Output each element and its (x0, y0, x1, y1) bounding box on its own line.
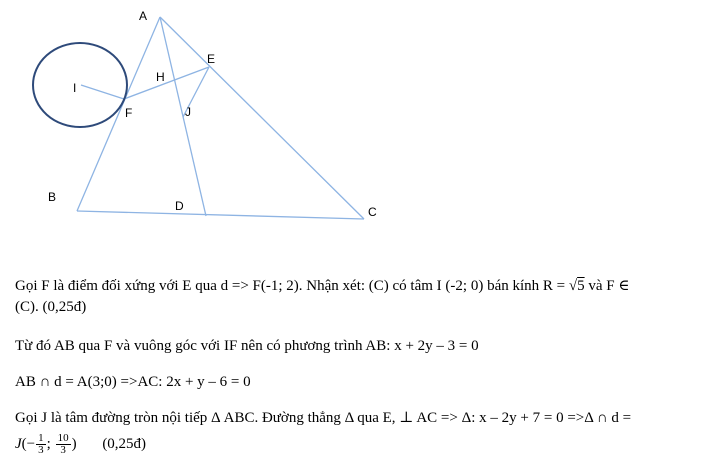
p5-close: ) (71, 436, 77, 452)
p5-j: J (15, 436, 22, 452)
p5-score: (0,25đ) (102, 436, 147, 452)
p4-text: Gọi J là tâm đường tròn nội tiếp Δ ABC. Đường thẳng Δ qua E, ⊥ AC => Δ: x – 2y + 7 = 0 =>Δ ∩ d = (15, 410, 632, 426)
fraction-2 (56, 433, 71, 456)
fraction-1-den: 3 (38, 444, 44, 457)
paragraph-1 (15, 276, 705, 318)
label-f: F (125, 106, 133, 120)
fraction-2-num: 10 (57, 432, 69, 445)
label-e: E (207, 52, 216, 66)
segment-bc (77, 211, 364, 219)
fraction-2-den: 3 (60, 444, 66, 457)
segment-if (81, 85, 124, 99)
segment-ab (77, 17, 160, 211)
label-a: A (139, 9, 148, 23)
fraction-1-num: 1 (38, 432, 44, 445)
fraction-1 (36, 433, 46, 456)
p2-text: Từ đó AB qua F và vuông góc với IF nên có phương trình AB: x + 2y – 3 = 0 (15, 338, 479, 354)
paragraph-5 (15, 430, 705, 458)
p5-open: (− (21, 436, 36, 452)
circle-c (33, 43, 127, 127)
label-d: D (175, 199, 184, 213)
p5-sep: ; (46, 436, 55, 452)
label-c: C (368, 205, 377, 219)
p1-text-b: và F ∈ (584, 278, 630, 294)
label-i: I (73, 81, 77, 95)
paragraph-2 (15, 336, 705, 357)
p1-line-2: (C). (0,25đ) (15, 299, 87, 315)
paragraph-4 (15, 408, 705, 429)
p1-sqrt-value: 5 (577, 278, 585, 294)
p3-text: AB ∩ d = A(3;0) =>AC: 2x + y – 6 = 0 (15, 374, 251, 390)
paragraph-3 (15, 372, 705, 393)
label-j: J (185, 105, 191, 119)
label-h: H (156, 70, 165, 84)
label-b: B (48, 190, 57, 204)
p1-sqrt-sign: √ (568, 278, 578, 294)
p1-text-a: Gọi F là điểm đối xứng với E qua d => F(-1; 2). Nhận xét: (C) có tâm I (-2; 0) bán kính R = (15, 278, 569, 294)
